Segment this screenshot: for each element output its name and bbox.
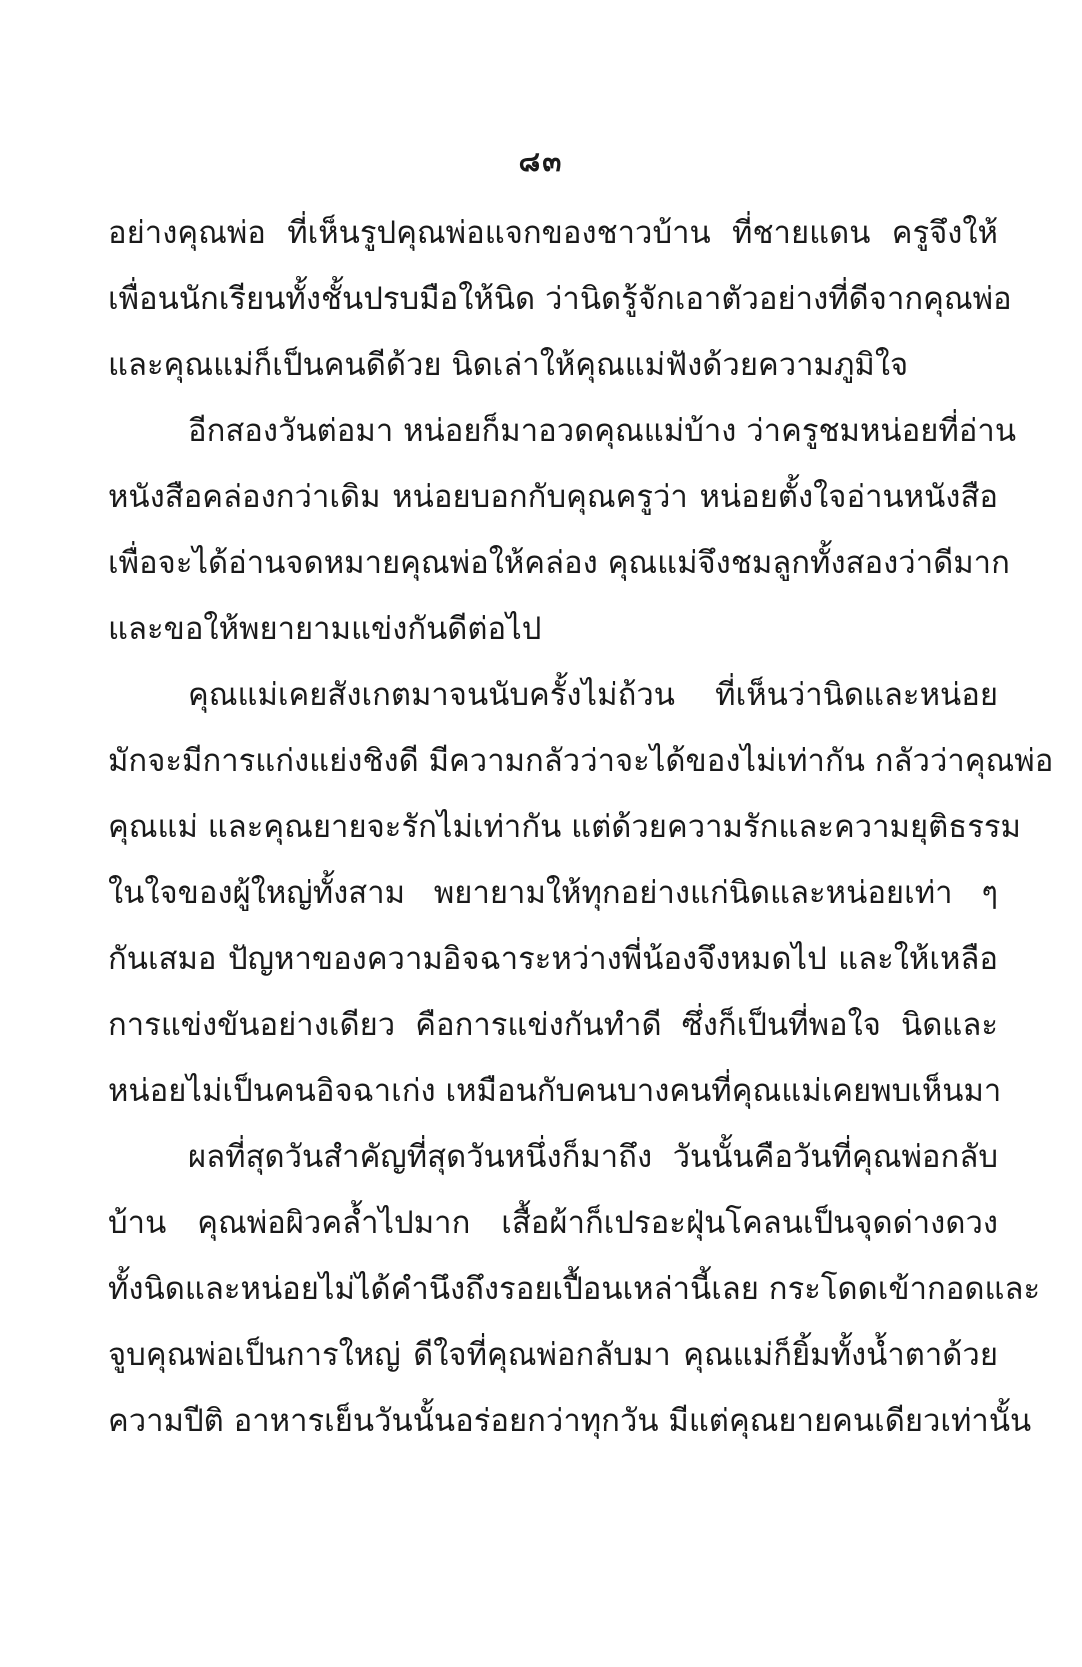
text-line: หนังสือคล่องกว่าเดิม หน่อยบอกกับคุณครูว่า หน่อยตั้งใจอ่านหนังสือ xyxy=(108,479,998,515)
paragraph-first-line: อีกสองวันต่อมา หน่อยก็มาอวดคุณแม่บ้าง ว่าครูชมหน่อยที่อ่าน xyxy=(188,413,1017,449)
text-line: อย่างคุณพ่อ ที่เห็นรูปคุณพ่อแจกของชาวบ้าน ที่ชายแดน ครูจึงให้ xyxy=(108,215,998,251)
text-line: คุณแม่ และคุณยายจะรักไม่เท่ากัน แต่ด้วยความรักและความยุติธรรม xyxy=(108,809,1021,845)
text-line: ความปีติ อาหารเย็นวันนั้นอร่อยกว่าทุกวัน มีแต่คุณยายคนเดียวเท่านั้น xyxy=(108,1403,1032,1439)
text-line: เพื่อจะได้อ่านจดหมายคุณพ่อให้คล่อง คุณแม่จึงชมลูกทั้งสองว่าดีมาก xyxy=(108,545,1010,581)
text-line: และขอให้พยายามแข่งกันดีต่อไป xyxy=(108,611,542,647)
text-line: หน่อยไม่เป็นคนอิจฉาเก่ง เหมือนกับคนบางคนที่คุณแม่เคยพบเห็นมา xyxy=(108,1073,1002,1109)
paragraph-first-line: คุณแม่เคยสังเกตมาจนนับครั้งไม่ถ้วน ที่เห็นว่านิดและหน่อย xyxy=(188,677,998,713)
text-line: จูบคุณพ่อเป็นการใหญ่ ดีใจที่คุณพ่อกลับมา คุณแม่ก็ยิ้มทั้งน้ำตาด้วย xyxy=(108,1337,998,1373)
text-line: กันเสมอ ปัญหาของความอิจฉาระหว่างพี่น้องจึงหมดไป และให้เหลือ xyxy=(108,941,998,977)
text-line: และคุณแม่ก็เป็นคนดีด้วย นิดเล่าให้คุณแม่ฟังด้วยความภูมิใจ xyxy=(108,347,909,383)
text-line: ในใจของผู้ใหญ่ทั้งสาม พยายามให้ทุกอย่างแก่นิดและหน่อยเท่า ๆ xyxy=(108,875,998,911)
text-line: บ้าน คุณพ่อผิวคล้ำไปมาก เสื้อผ้าก็เปรอะฝุ่นโคลนเป็นจุดด่างดวง xyxy=(108,1205,998,1241)
text-line: การแข่งขันอย่างเดียว คือการแข่งกันทำดี ซึ่งก็เป็นที่พอใจ นิดและ xyxy=(108,1007,998,1043)
text-line: มักจะมีการแก่งแย่งชิงดี มีความกลัวว่าจะได้ของไม่เท่ากัน กลัวว่าคุณพ่อ xyxy=(108,743,1054,779)
text-line: ทั้งนิดและหน่อยไม่ได้คำนึงถึงรอยเปื้อนเหล่านี้เลย กระโดดเข้ากอดและ xyxy=(108,1271,1041,1307)
paragraph-first-line: ผลที่สุดวันสำคัญที่สุดวันหนึ่งก็มาถึง วันนั้นคือวันที่คุณพ่อกลับ xyxy=(188,1139,998,1175)
body-text xyxy=(108,200,1054,1454)
page-number: ๘๓ xyxy=(518,145,564,178)
text-line: เพื่อนนักเรียนทั้งชั้นปรบมือให้นิด ว่านิดรู้จักเอาตัวอย่างที่ดีจากคุณพ่อ xyxy=(108,281,1012,317)
